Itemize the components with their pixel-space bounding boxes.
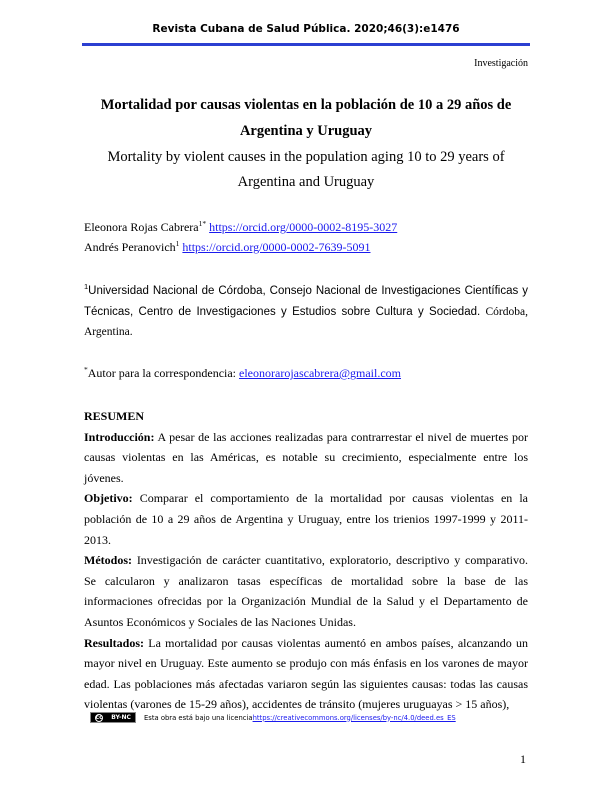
journal-header: Revista Cubana de Salud Pública. 2020;46(3):e1476 (152, 23, 460, 35)
abstract-section-text: Investigación de carácter cuantitativo, exploratorio, descriptivo y comparativo. Se calcularon y analizaron tasas específicas de mortalidad sobre la base de las informaciones ofrecidas por la Organización Mundial de la Salud y el Departamento de Asuntos Económicos y Sociales de las Naciones Unidas. (84, 553, 528, 629)
orcid-link[interactable]: https://orcid.org/0000-0002-8195-3027 (209, 220, 398, 234)
author-item (84, 237, 528, 257)
abstract (84, 406, 528, 715)
orcid-link[interactable]: https://orcid.org/0000-0002-7639-5091 (182, 240, 371, 254)
correspondence-mark: * (84, 365, 88, 374)
abstract-section-text: La mortalidad por causas violentas aumentó en ambos países, alcanzando un mayor nivel en Uruguay. Este aumento se produjo con más énfasis en los varones de mayor edad. Las poblaciones más afectadas variaron según las siguientes causas: todas las causas violentas (varones de 15-29 años), accidentes de tránsito (mujeres uruguayas > 15 años), (84, 635, 529, 712)
title-english: Mortality by violent causes in the population aging 10 to 29 years of Argentina and Uruguay (107, 149, 505, 190)
license-text: Esta obra está bajo una licencia (144, 713, 253, 722)
author-name: Andrés Peranovich (84, 240, 176, 254)
affiliation (84, 281, 528, 343)
header-rule (82, 43, 530, 46)
page-number: 1 (520, 752, 526, 766)
abstract-section (84, 488, 528, 550)
license-link[interactable]: https://creativecommons.org/licenses/by-nc/4.0/deed.es_ES (252, 713, 456, 722)
affiliation-text: Universidad Nacional de Córdoba, Consejo Nacional de Investigaciones Científicas y Técnicas, Centro de Investigaciones y Estudios sobre Cultura y Sociedad. (84, 285, 528, 318)
correspondence (84, 364, 528, 382)
abstract-section (84, 427, 528, 489)
abstract-section-text: A pesar de las acciones realizadas para contrarrestar el nivel de muertes por causas violentas en las Américas, es notable su crecimiento, especialmente entre los jóvenes. (84, 429, 528, 485)
abstract-section (84, 550, 528, 632)
abstract-section-label: Resultados: (84, 635, 145, 650)
author-item (84, 217, 528, 237)
abstract-section (84, 633, 528, 715)
author-list (84, 217, 528, 257)
cc-license-badge-icon[interactable] (90, 712, 136, 723)
title-spanish: Mortalidad por causas violentas en la población de 10 a 29 años de Argentina y Uruguay (100, 97, 512, 139)
author-name: Eleonora Rojas Cabrera (84, 220, 199, 234)
abstract-section-label: Objetivo: (84, 491, 133, 506)
cc-logo-icon: cc (95, 714, 103, 721)
license-footer (90, 712, 456, 723)
correspondence-email-link[interactable]: eleonorarojascabrera@gmail.com (239, 366, 401, 380)
abstract-section-label: Introducción: (84, 429, 155, 444)
section-tag: Investigación (474, 58, 528, 69)
author-mark: 1* (198, 219, 207, 228)
affiliation-mark: 1 (84, 282, 89, 292)
author-mark: 1 (175, 239, 180, 248)
correspondence-label: Autor para la correspondencia: (87, 366, 240, 380)
abstract-heading: RESUMEN (84, 409, 145, 423)
cc-badge-label: BY-NC (111, 714, 131, 721)
abstract-section-label: Métodos: (84, 553, 132, 568)
abstract-section-text: Comparar el comportamiento de la mortalidad por causas violentas en la población de 10 a 29 años de Argentina y Uruguay, entre los trienios 1997-1999 y 2011-2013. (84, 491, 528, 547)
affiliation-location: Córdoba, Argentina. (84, 305, 528, 338)
